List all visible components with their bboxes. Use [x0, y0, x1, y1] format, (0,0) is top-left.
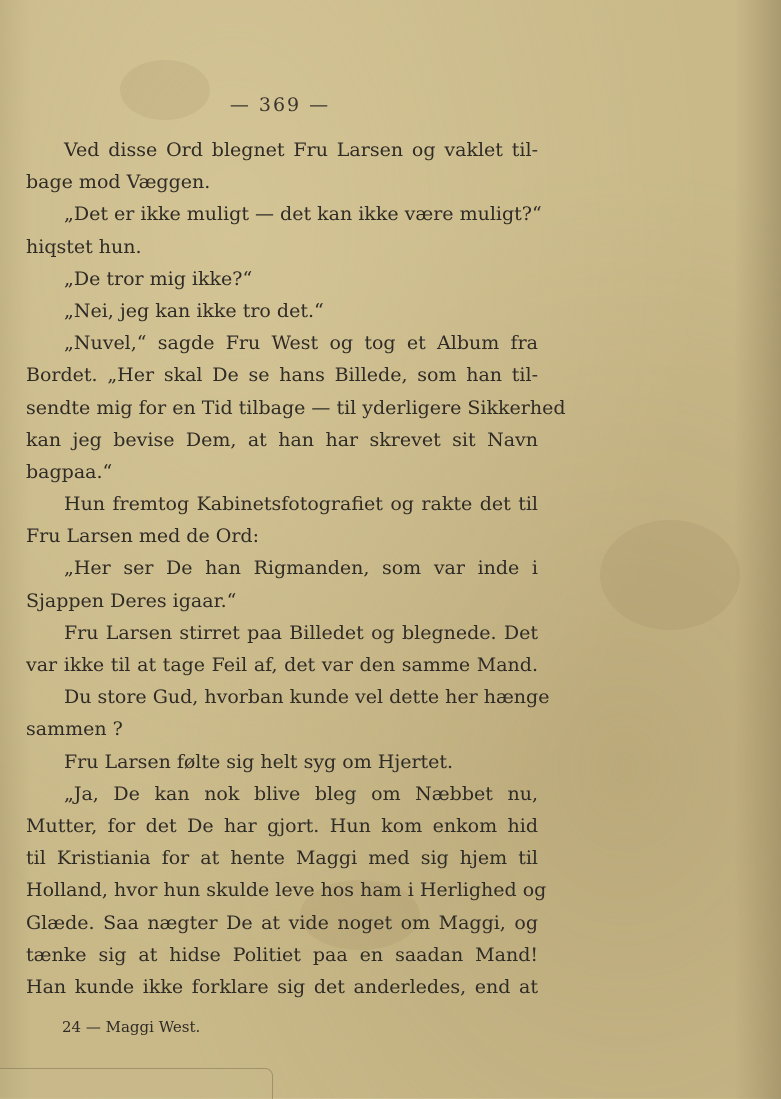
text-line: bagpaa.“ [26, 460, 113, 483]
text-line: Hun fremtog Kabinetsfotografiet og rakte det til [64, 493, 538, 516]
text-line: Holland, hvor hun skulde leve hos ham i Herlighed og [26, 879, 547, 902]
text-line: „Her ser De han Rigmanden, som var inde i [64, 557, 538, 580]
page-number: — 369 — [229, 94, 331, 116]
text-line: kan jeg bevise Dem, at han har skrevet sit Navn [26, 428, 538, 451]
text-line: Fru Larsen med de Ord: [26, 525, 259, 548]
text-line: Fru Larsen stirret paa Billedet og blegnede. Det [64, 621, 538, 644]
text-line: Ved disse Ord blegnet Fru Larsen og vaklet til- [64, 139, 538, 161]
paper-fold [0, 1068, 273, 1099]
text-line: Sjappen Deres igaar.“ [26, 589, 237, 612]
text-line: sammen ? [26, 718, 123, 741]
text-line: „Nei, jeg kan ikke tro det.“ [64, 299, 324, 322]
body-text [26, 134, 566, 1003]
text-line: Glæde. Saa nægter De at vide noget om Maggi, og [26, 911, 538, 934]
text-line: hiqstet hun. [26, 235, 142, 258]
text-line: Du store Gud, hvorban kunde vel dette her hænge [64, 686, 550, 709]
text-line: til Kristiania for at hente Maggi med sig hjem til [26, 847, 538, 870]
text-line: var ikke til at tage Feil af, det var den samme Mand. [26, 654, 538, 676]
signature-mark: 24 — Maggi West. [62, 1018, 201, 1036]
text-line: „Nuvel,“ sagde Fru West og tog et Album fra [64, 332, 538, 355]
text-line: „Det er ikke muligt — det kan ikke være muligt?“ [64, 203, 542, 226]
paper-stain [600, 520, 740, 630]
text-line: Mutter, for det De har gjort. Hun kom enkom hid [26, 814, 538, 837]
text-line: tænke sig at hidse Politiet paa en saadan Mand! [26, 943, 538, 966]
text-line: bage mod Væggen. [26, 171, 211, 194]
text-line: sendte mig for en Tid tilbage — til yderligere Sikkerhed [26, 396, 566, 419]
text-line: Han kunde ikke forklare sig det anderledes, end at [26, 975, 538, 998]
text-line: Fru Larsen følte sig helt syg om Hjertet. [64, 750, 454, 773]
text-line: „Ja, De kan nok blive bleg om Næbbet nu, [64, 782, 538, 805]
text-line: „De tror mig ikke?“ [64, 267, 253, 290]
text-line: Bordet. „Her skal De se hans Billede, som han til- [26, 364, 538, 387]
